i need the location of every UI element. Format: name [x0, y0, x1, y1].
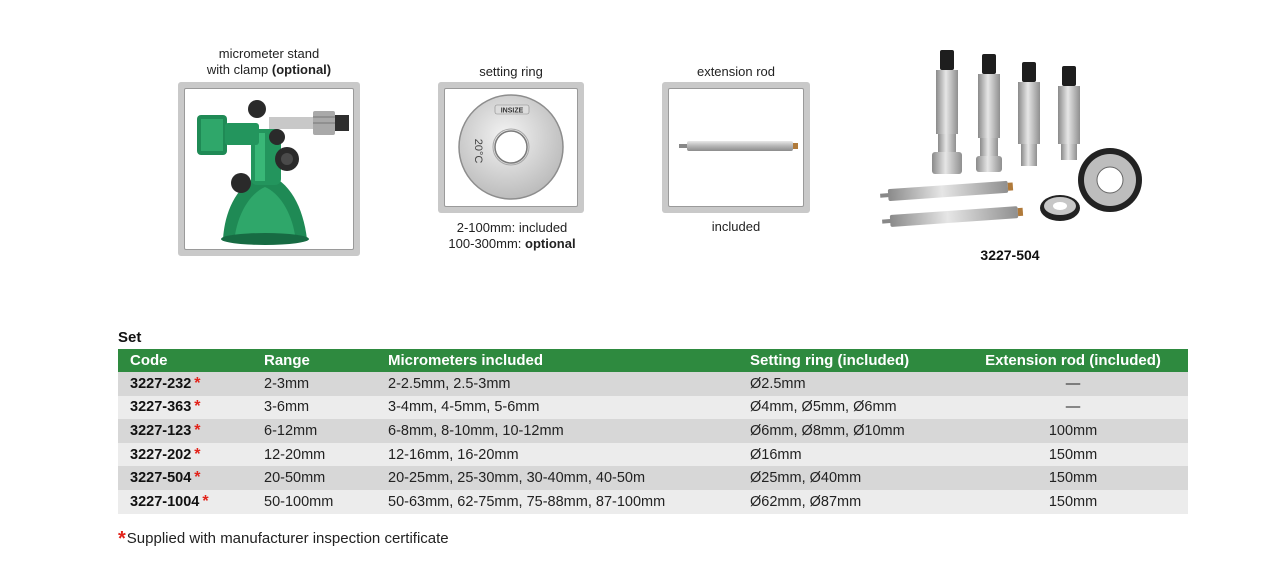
- row-micrometers: 12-16mm, 16-20mm: [376, 443, 738, 467]
- row-micrometers: 20-25mm, 25-30mm, 30-40mm, 40-50m: [376, 466, 738, 490]
- ring-note-line1: 2-100mm: included: [456, 220, 568, 235]
- rod-caption: extension rod: [696, 64, 776, 79]
- footnote-text: Supplied with manufacturer inspection certificate: [126, 530, 449, 547]
- table-row: [118, 372, 1188, 396]
- stand-optional-label: (optional): [271, 62, 332, 77]
- row-range: 20-50mm: [252, 466, 376, 490]
- table-row: [118, 490, 1188, 514]
- setting-ring-illustration: [445, 89, 577, 206]
- row-setting-ring: Ø6mm, Ø8mm, Ø10mm: [738, 419, 958, 443]
- header-range: Range: [252, 349, 376, 372]
- spec-table: [118, 349, 1188, 514]
- row-setting-ring: Ø2.5mm: [738, 372, 958, 396]
- ring-temp-text: 20°C: [472, 138, 484, 164]
- micrometer-stand-illustration: [185, 89, 353, 249]
- row-micrometers: 2-2.5mm, 2.5-3mm: [376, 372, 738, 396]
- row-micrometers: 3-4mm, 4-5mm, 5-6mm: [376, 396, 738, 420]
- row-code: 3227-363: [130, 399, 192, 416]
- header-micrometers: Micrometers included: [376, 349, 738, 372]
- row-code: 3227-1004: [130, 493, 200, 510]
- row-micrometers: 50-63mm, 62-75mm, 75-88mm, 87-100mm: [376, 490, 738, 514]
- certificate-star: *: [202, 492, 209, 510]
- table-row: [118, 419, 1188, 443]
- header-setting-ring: Setting ring (included): [738, 349, 958, 372]
- row-code: 3227-202: [130, 446, 192, 463]
- table-row: [118, 396, 1188, 420]
- stand-image-frame: [178, 82, 360, 256]
- row-extension-rod: 150mm: [958, 443, 1188, 467]
- footnote-star: *: [118, 528, 126, 550]
- row-setting-ring: Ø4mm, Ø5mm, Ø6mm: [738, 396, 958, 420]
- certificate-star: *: [194, 398, 201, 416]
- header-code: Code: [118, 349, 252, 372]
- row-range: 2-3mm: [252, 372, 376, 396]
- extension-rod-image: [668, 88, 804, 207]
- row-setting-ring: Ø25mm, Ø40mm: [738, 466, 958, 490]
- row-extension-rod: 150mm: [958, 490, 1188, 514]
- row-extension-rod: —: [958, 372, 1188, 396]
- micrometer-set-illustration: [872, 44, 1152, 234]
- stand-caption-line2: with clamp: [206, 62, 272, 77]
- set-photo: [872, 44, 1152, 234]
- ring-optional-label: optional: [525, 236, 576, 251]
- row-range: 3-6mm: [252, 396, 376, 420]
- row-range: 50-100mm: [252, 490, 376, 514]
- row-setting-ring: Ø62mm, Ø87mm: [738, 490, 958, 514]
- table-title: Set: [118, 329, 142, 346]
- row-range: 12-20mm: [252, 443, 376, 467]
- stand-caption: [178, 46, 360, 78]
- table-header-row: [118, 349, 1188, 372]
- ring-brand-text: INSIZE: [500, 107, 524, 115]
- ring-note: [420, 220, 604, 252]
- table-row: [118, 466, 1188, 490]
- row-code: 3227-232: [130, 375, 192, 392]
- rod-image-frame: [662, 82, 810, 213]
- rod-note: included: [711, 219, 761, 234]
- header-extension-rod: Extension rod (included): [958, 349, 1188, 372]
- row-extension-rod: —: [958, 396, 1188, 420]
- micrometer-stand-image: [184, 88, 354, 250]
- certificate-star: *: [194, 421, 201, 439]
- certificate-star: *: [194, 469, 201, 487]
- ring-caption: setting ring: [479, 64, 543, 79]
- row-extension-rod: 100mm: [958, 419, 1188, 443]
- row-range: 6-12mm: [252, 419, 376, 443]
- row-setting-ring: Ø16mm: [738, 443, 958, 467]
- row-code: 3227-504: [130, 470, 192, 487]
- extension-rod-illustration: [669, 89, 803, 206]
- row-micrometers: 6-8mm, 8-10mm, 10-12mm: [376, 419, 738, 443]
- stand-caption-line1: micrometer stand: [218, 46, 320, 61]
- setting-ring-image: [444, 88, 578, 207]
- ring-note-line2: 100-300mm:: [448, 236, 526, 251]
- row-code: 3227-123: [130, 422, 192, 439]
- certificate-star: *: [194, 374, 201, 392]
- set-model-label: 3227-504: [980, 247, 1040, 263]
- table-row: [118, 443, 1188, 467]
- ring-image-frame: [438, 82, 584, 213]
- row-extension-rod: 150mm: [958, 466, 1188, 490]
- certificate-star: *: [194, 445, 201, 463]
- footnote: [118, 526, 449, 549]
